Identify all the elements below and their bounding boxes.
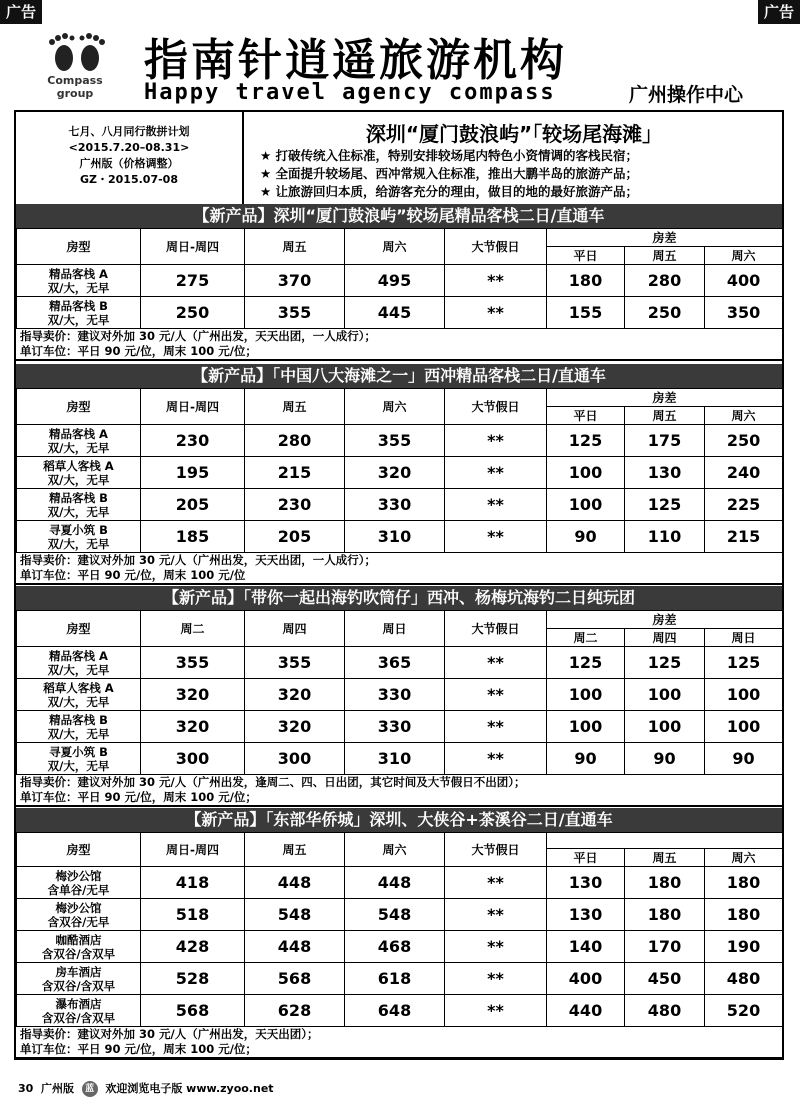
edition: 广州版 <box>40 1082 74 1095</box>
sub-header: 周五 <box>625 407 705 425</box>
price-table <box>16 228 783 329</box>
price-cell: ** <box>445 931 547 963</box>
room-type: 瀑布酒店 含双谷/含双早 <box>17 995 141 1027</box>
price-section <box>16 364 782 585</box>
price-cell: 170 <box>625 931 705 963</box>
price-cell: 568 <box>141 995 245 1027</box>
sub-header: 周五 <box>625 247 705 265</box>
price-cell: 355 <box>141 647 245 679</box>
price-cell: 100 <box>625 679 705 711</box>
price-cell: 320 <box>141 679 245 711</box>
price-cell: 355 <box>345 425 445 457</box>
intro-block <box>16 112 782 206</box>
price-cell: 350 <box>705 297 783 329</box>
price-cell: ** <box>445 521 547 553</box>
price-cell: ** <box>445 867 547 899</box>
table-row <box>17 425 783 457</box>
price-cell: 180 <box>705 899 783 931</box>
price-cell: 130 <box>547 867 625 899</box>
price-cell: 320 <box>245 679 345 711</box>
price-table <box>16 832 783 1027</box>
price-cell: 468 <box>345 931 445 963</box>
room-type: 房车酒店 含双谷/含双早 <box>17 963 141 995</box>
price-cell: 628 <box>245 995 345 1027</box>
seat-price-note: 单订车位：平日 90 元/位，周末 100 元/位； <box>16 1042 782 1059</box>
seat-price-note: 单订车位：平日 90 元/位，周末 100 元/位 <box>16 568 782 585</box>
price-cell: 448 <box>245 931 345 963</box>
price-cell: 130 <box>625 457 705 489</box>
price-cell: 370 <box>245 265 345 297</box>
price-cell: 518 <box>141 899 245 931</box>
price-cell: 180 <box>625 867 705 899</box>
price-cell: 175 <box>625 425 705 457</box>
agency-name-en: Happy travel agency compass <box>144 80 556 105</box>
column-header: 房型 <box>17 389 141 425</box>
guide-price-note: 指导卖价：建议对外加 30 元/人（广州出发，天天出团）； <box>20 1027 319 1041</box>
price-cell: 90 <box>705 743 783 775</box>
room-type: 精品客栈 A 双/大，无早 <box>17 265 141 297</box>
column-header: 周日-周四 <box>141 229 245 265</box>
price-cell: 230 <box>141 425 245 457</box>
table-row <box>17 899 783 931</box>
intro-highlights <box>246 112 782 204</box>
column-header: 周五 <box>245 833 345 867</box>
column-header: 周二 <box>141 611 245 647</box>
price-cell: 548 <box>345 899 445 931</box>
section-title: 【新产品】「中国八大海滩之一」西冲精品客栈二日/直通车 <box>16 364 782 388</box>
price-cell: 100 <box>547 711 625 743</box>
price-cell: 330 <box>345 489 445 521</box>
price-cell: 520 <box>705 995 783 1027</box>
price-cell: 330 <box>345 711 445 743</box>
footer <box>18 1080 274 1097</box>
room-type: 精品客栈 B 双/大，无早 <box>17 711 141 743</box>
price-cell: 330 <box>345 679 445 711</box>
price-cell: 110 <box>625 521 705 553</box>
price-cell: 448 <box>245 867 345 899</box>
table-row <box>17 647 783 679</box>
sub-header: 周六 <box>705 407 783 425</box>
room-type: 梅沙公馆 含双谷/无早 <box>17 899 141 931</box>
plan-info: 七月、八月同行散拼计划 <2015.7.20–08.31> 广州版（价格调整） GZ・2015.07-08 <box>16 112 244 204</box>
column-header: 大节假日 <box>445 611 547 647</box>
price-cell: 100 <box>547 489 625 521</box>
room-type: 精品客栈 B 双/大，无早 <box>17 297 141 329</box>
column-header: 房型 <box>17 833 141 867</box>
price-cell: 205 <box>141 489 245 521</box>
price-cell: 100 <box>705 711 783 743</box>
guide-price-note: 指导卖价：建议对外加 30 元/人（广州出发，天天出团，一人成行）； <box>20 553 376 567</box>
price-cell: 310 <box>345 743 445 775</box>
price-cell: 280 <box>625 265 705 297</box>
price-cell: 90 <box>625 743 705 775</box>
price-cell: ** <box>445 647 547 679</box>
table-row <box>17 489 783 521</box>
sub-header: 周二 <box>547 629 625 647</box>
logo-text: Compass group <box>47 74 103 100</box>
column-header: 周五 <box>245 229 345 265</box>
price-cell: 495 <box>345 265 445 297</box>
column-header-room-diff: 房差 <box>547 611 783 629</box>
section-title: 【新产品】深圳“厦门鼓浪屿”较场尾精品客栈二日/直通车 <box>16 204 782 228</box>
column-header-room-diff: 房差 <box>547 229 783 247</box>
header <box>14 22 786 106</box>
price-cell: 355 <box>245 297 345 329</box>
column-header: 周四 <box>245 611 345 647</box>
sub-header: 平日 <box>547 407 625 425</box>
price-cell: 320 <box>245 711 345 743</box>
price-cell: 100 <box>547 679 625 711</box>
price-cell: 185 <box>141 521 245 553</box>
price-cell: 250 <box>625 297 705 329</box>
table-row <box>17 711 783 743</box>
price-cell: 205 <box>245 521 345 553</box>
table-row <box>17 297 783 329</box>
price-cell: 125 <box>625 489 705 521</box>
price-cell: 400 <box>705 265 783 297</box>
room-type: 梅沙公馆 含单谷/无早 <box>17 867 141 899</box>
column-header: 大节假日 <box>445 833 547 867</box>
price-cell: 215 <box>705 521 783 553</box>
room-type: 精品客栈 B 双/大，无早 <box>17 489 141 521</box>
price-cell: 320 <box>141 711 245 743</box>
price-cell: 310 <box>345 521 445 553</box>
price-cell: 225 <box>705 489 783 521</box>
column-header: 大节假日 <box>445 389 547 425</box>
price-cell: ** <box>445 297 547 329</box>
price-cell: 100 <box>625 711 705 743</box>
price-cell: 568 <box>245 963 345 995</box>
room-type: 咖酷酒店 含双谷/含双早 <box>17 931 141 963</box>
column-header: 周日-周四 <box>141 833 245 867</box>
price-cell: 215 <box>245 457 345 489</box>
guide-price-note: 指导卖价：建议对外加 30 元/人（广州出发，天天出团，一人成行）； <box>20 329 376 343</box>
price-cell: ** <box>445 489 547 521</box>
ad-tag-left: 广告 <box>0 0 42 24</box>
price-cell: 190 <box>705 931 783 963</box>
guide-price-note: 指导卖价：建议对外加 30 元/人（广州出发，逢周二、四、日出团，其它时间及大节假日不出团）； <box>20 775 526 789</box>
price-cell: 418 <box>141 867 245 899</box>
agency-name-cn: 指南针逍遥旅游机构 <box>144 35 567 86</box>
price-cell: 90 <box>547 521 625 553</box>
column-header: 周日-周四 <box>141 389 245 425</box>
price-cell: 250 <box>705 425 783 457</box>
intro-bullet: ★ 全面提升较场尾、西冲常规入住标准，推出大鹏半岛的旅游产品； <box>260 166 639 181</box>
price-cell: ** <box>445 963 547 995</box>
section-title: 【新产品】「带你一起出海钓吹筒仔」西冲、杨梅坑海钓二日纯玩团 <box>16 586 782 610</box>
room-type: 寻夏小筑 B 双/大，无早 <box>17 743 141 775</box>
sub-header: 平日 <box>547 247 625 265</box>
sub-header: 周四 <box>625 629 705 647</box>
column-header: 房型 <box>17 611 141 647</box>
column-header-room-diff: 房差 <box>547 389 783 407</box>
ad-tag-right: 广告 <box>758 0 800 24</box>
price-cell: 480 <box>705 963 783 995</box>
page-number: 30 <box>18 1082 34 1095</box>
table-row <box>17 521 783 553</box>
column-header-room-diff <box>547 833 783 849</box>
price-cell: 450 <box>625 963 705 995</box>
footprint-logo-icon <box>30 30 120 100</box>
price-cell: 448 <box>345 867 445 899</box>
room-type: 精品客栈 A 双/大，无早 <box>17 647 141 679</box>
room-type: 精品客栈 A 双/大，无早 <box>17 425 141 457</box>
price-cell: ** <box>445 265 547 297</box>
table-row <box>17 963 783 995</box>
column-header: 房型 <box>17 229 141 265</box>
price-cell: 125 <box>547 647 625 679</box>
table-row <box>17 457 783 489</box>
price-cell: 440 <box>547 995 625 1027</box>
price-cell: ** <box>445 425 547 457</box>
price-cell: 400 <box>547 963 625 995</box>
sub-header: 平日 <box>547 849 625 867</box>
column-header: 周五 <box>245 389 345 425</box>
price-cell: 125 <box>547 425 625 457</box>
price-cell: 195 <box>141 457 245 489</box>
sub-header: 周六 <box>705 247 783 265</box>
column-header: 周六 <box>345 389 445 425</box>
price-section <box>16 204 782 361</box>
table-row <box>17 995 783 1027</box>
price-cell: 618 <box>345 963 445 995</box>
price-cell: 648 <box>345 995 445 1027</box>
price-cell: 140 <box>547 931 625 963</box>
price-cell: 355 <box>245 647 345 679</box>
price-cell: 230 <box>245 489 345 521</box>
price-cell: 250 <box>141 297 245 329</box>
price-cell: 180 <box>547 265 625 297</box>
price-cell: 320 <box>345 457 445 489</box>
table-row <box>17 931 783 963</box>
price-cell: 275 <box>141 265 245 297</box>
intro-title: 深圳“厦门鼓浪屿”「较场尾海滩」 <box>365 122 663 146</box>
price-cell: 280 <box>245 425 345 457</box>
sub-header: 周六 <box>705 849 783 867</box>
price-cell: 180 <box>625 899 705 931</box>
edition-badge-icon: 蓝 <box>82 1081 98 1097</box>
price-cell: 100 <box>547 457 625 489</box>
price-cell: 365 <box>345 647 445 679</box>
section-title: 【新产品】「东部华侨城」深圳、大侠谷+茶溪谷二日/直通车 <box>16 808 782 832</box>
price-cell: ** <box>445 679 547 711</box>
intro-bullet: ★ 打破传统入住标准，特别安排较场尾内特色小资情调的客栈民宿； <box>260 148 639 163</box>
price-cell: ** <box>445 711 547 743</box>
price-cell: ** <box>445 743 547 775</box>
price-cell: 90 <box>547 743 625 775</box>
price-cell: 480 <box>625 995 705 1027</box>
room-type: 稻草人客栈 A 双/大，无早 <box>17 457 141 489</box>
room-type: 寻夏小筑 B 双/大，无早 <box>17 521 141 553</box>
price-section <box>16 808 782 1059</box>
seat-price-note: 单订车位：平日 90 元/位，周末 100 元/位； <box>16 790 782 807</box>
room-type: 稻草人客栈 A 双/大，无早 <box>17 679 141 711</box>
price-cell: 180 <box>705 867 783 899</box>
price-section <box>16 586 782 807</box>
sub-header: 周日 <box>705 629 783 647</box>
table-row <box>17 265 783 297</box>
intro-bullet: ★ 让旅游回归本质，给游客充分的理由，做目的地的最好旅游产品； <box>260 184 639 199</box>
price-cell: 130 <box>547 899 625 931</box>
table-row <box>17 867 783 899</box>
column-header: 周六 <box>345 833 445 867</box>
main-frame <box>14 110 784 1060</box>
footer-text: 欢迎浏览电子版 www.zyoo.net <box>105 1082 274 1095</box>
price-cell: ** <box>445 457 547 489</box>
price-cell: 125 <box>625 647 705 679</box>
column-header: 大节假日 <box>445 229 547 265</box>
price-cell: 100 <box>705 679 783 711</box>
table-row <box>17 679 783 711</box>
seat-price-note: 单订车位：平日 90 元/位，周末 100 元/位； <box>16 344 782 361</box>
agency-branch: 广州操作中心 <box>629 84 744 106</box>
price-cell: ** <box>445 995 547 1027</box>
price-cell: 528 <box>141 963 245 995</box>
price-cell: 155 <box>547 297 625 329</box>
price-cell: 548 <box>245 899 345 931</box>
price-cell: 240 <box>705 457 783 489</box>
price-cell: 300 <box>245 743 345 775</box>
price-cell: 428 <box>141 931 245 963</box>
price-table <box>16 388 783 553</box>
sub-header: 周五 <box>625 849 705 867</box>
table-row <box>17 743 783 775</box>
price-cell: 300 <box>141 743 245 775</box>
price-cell: 125 <box>705 647 783 679</box>
column-header: 周日 <box>345 611 445 647</box>
column-header: 周六 <box>345 229 445 265</box>
price-table <box>16 610 783 775</box>
price-cell: ** <box>445 899 547 931</box>
price-cell: 445 <box>345 297 445 329</box>
